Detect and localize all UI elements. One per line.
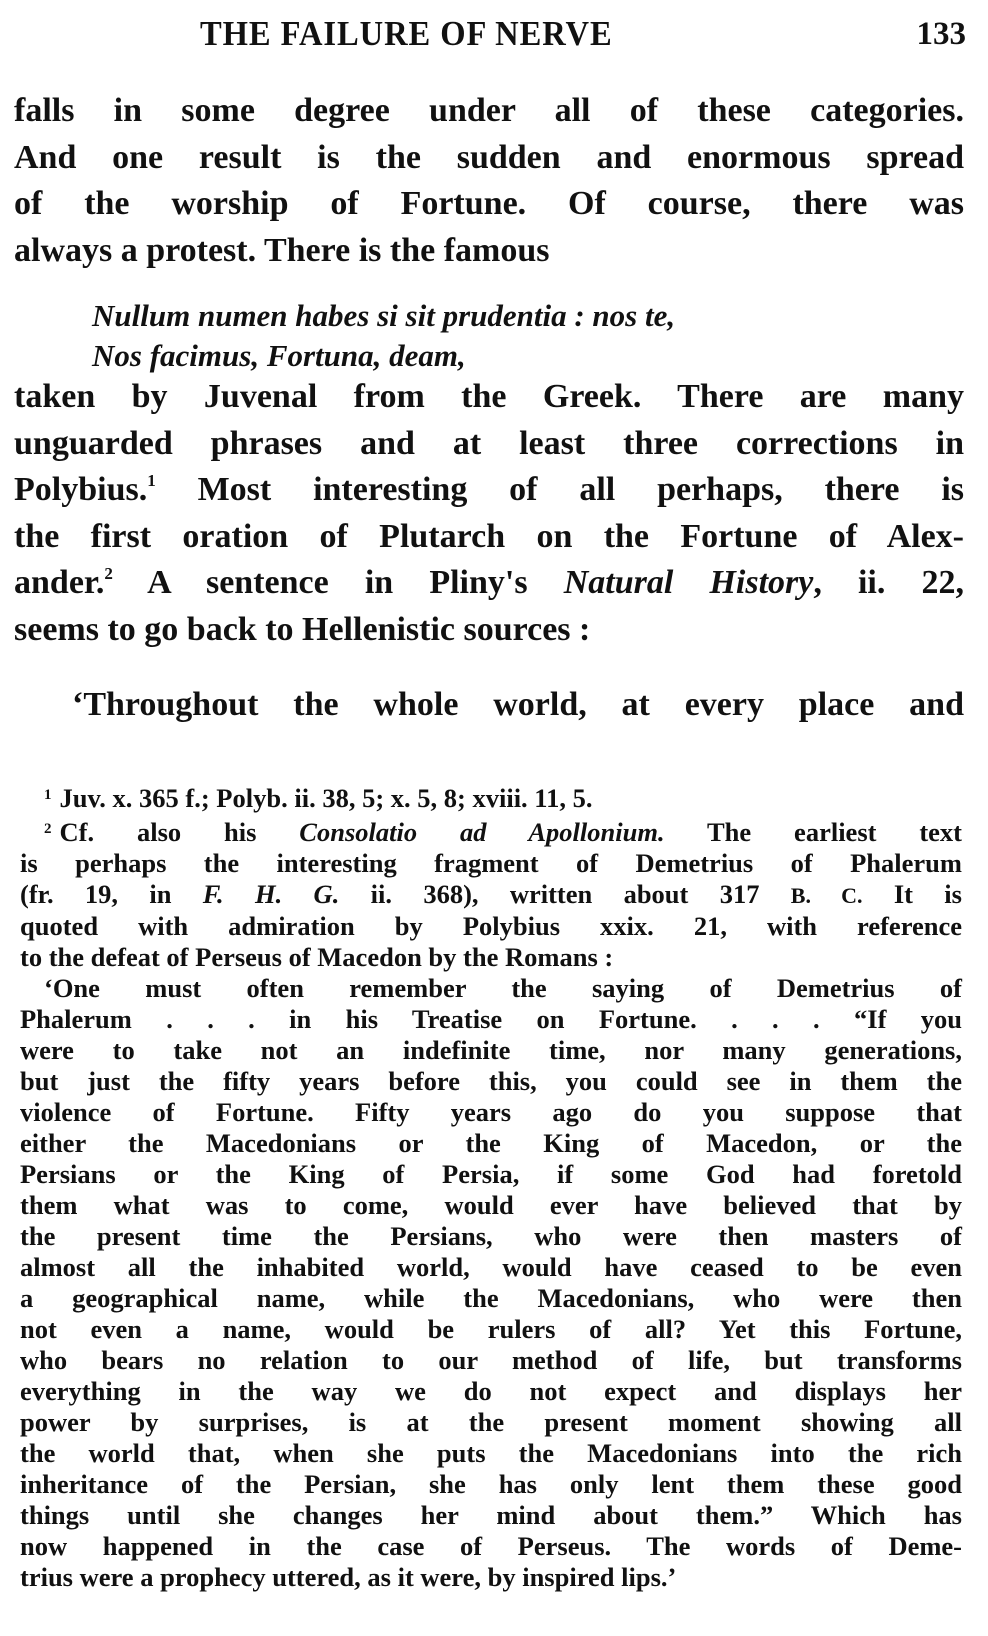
footnote-quote-line: who bears no relation to our method of life, but transforms xyxy=(20,1345,962,1375)
footnote-quote-line: them what was to come, would ever have believed that by xyxy=(20,1190,962,1220)
footnote-line xyxy=(20,879,962,911)
footnote-line: to the defeat of Perseus of Macedon by the Romans : xyxy=(20,942,614,972)
running-title: THE FAILURE OF NERVE xyxy=(200,14,613,53)
footnote-quote-line: not even a name, would be rulers of all? Yet this Fortune, xyxy=(20,1314,962,1344)
footnote-2 xyxy=(20,814,962,848)
footnotes xyxy=(20,780,962,1593)
footnote-quote-line: were to take not an indefinite time, nor many generations, xyxy=(20,1035,962,1065)
text-segment: Cf. also his xyxy=(59,817,300,847)
footnote-mark: 2 xyxy=(44,821,52,837)
footnote-line: quoted with admiration by Polybius xxix. 21, with reference xyxy=(20,911,962,941)
text-segment: (fr. 19, in xyxy=(20,879,203,909)
text-segment: Polybius. xyxy=(14,471,148,508)
text-line: unguarded phrases and at least three corrections in xyxy=(14,424,964,462)
footnote-quote-line: violence of Fortune. Fifty years ago do you suppose that xyxy=(20,1097,962,1127)
text-line xyxy=(14,560,964,607)
footnote-quote-line: Phalerum . . . in his Treatise on Fortune. . . . “If you xyxy=(20,1004,962,1034)
footnote-1 xyxy=(20,780,962,814)
text-segment: Most interesting of all perhaps, there is xyxy=(155,471,964,508)
footnote-quote-line: everything in the way we do not expect and displays her xyxy=(20,1376,962,1406)
text-line: of the worship of Fortune. Of course, there was xyxy=(14,185,964,222)
footnote-text: Juv. x. 365 f.; Polyb. ii. 38, 5; x. 5, 8; xviii. 11, 5. xyxy=(59,783,593,813)
text-line: ‘Throughout the whole world, at every place and xyxy=(72,686,964,723)
footnote-quote-line: trius were a prophecy uttered, as it were, by inspired lips.’ xyxy=(20,1562,677,1592)
era-abbreviation: B. C. xyxy=(790,883,863,908)
text-line: taken by Juvenal from the Greek. There are many xyxy=(14,378,964,415)
footnote-quote-line: Persians or the King of Persia, if some God had foretold xyxy=(20,1159,962,1189)
text-segment: , ii. 22, xyxy=(813,564,965,601)
work-title: Consolatio ad Apollonium. xyxy=(299,817,665,847)
footnote-quote-line: inheritance of the Persian, she has only lent them these good xyxy=(20,1469,962,1499)
text-line: falls in some degree under all of these categories. xyxy=(14,92,964,129)
page-number: 133 xyxy=(916,16,966,52)
work-title: F. H. G. xyxy=(202,879,340,909)
footnote-quote-line: power by surprises, is at the present moment showing all xyxy=(20,1407,962,1437)
verse-line: Nos facimus, Fortuna, deam, xyxy=(92,338,466,373)
footnote-quote-line: almost all the inhabited world, would have ceased to be even xyxy=(20,1252,962,1282)
text-line: the first oration of Plutarch on the Fortune of Alex- xyxy=(14,517,964,555)
block-quote-start xyxy=(72,682,964,729)
footnote-reference[interactable]: 1 xyxy=(147,471,156,490)
footnote-quote-line: the present time the Persians, who were then masters of xyxy=(20,1221,962,1251)
text-line: always a protest. There is the famous xyxy=(14,231,550,269)
text-line: And one result is the sudden and enormous spread xyxy=(14,138,964,176)
footnote-reference[interactable]: 2 xyxy=(104,564,113,583)
footnote-quote-line: but just the fifty years before this, you could see in them the xyxy=(20,1066,962,1096)
text-line xyxy=(14,467,964,514)
book-title: Natural History xyxy=(563,564,814,601)
verse-line: Nullum numen habes si sit prudentia : nos te, xyxy=(92,298,676,333)
footnote-quote-line: now happened in the case of Perseus. The words of Deme- xyxy=(20,1531,962,1561)
text-segment: ander. xyxy=(14,564,105,601)
text-segment: The earliest text xyxy=(664,817,962,847)
footnote-quote-line: the world that, when she puts the Macedonians into the rich xyxy=(20,1438,962,1468)
footnote-quote-line: either the Macedonians or the King of Macedon, or the xyxy=(20,1128,962,1158)
text-segment: It is xyxy=(862,879,962,909)
text-segment: ii. 368), written about 317 xyxy=(339,879,791,909)
footnote-mark: 1 xyxy=(44,787,52,803)
footnote-quote-line: a geographical name, while the Macedonians, who were then xyxy=(20,1283,962,1313)
paragraph-2 xyxy=(14,374,964,653)
footnote-quote-line: things until she changes her mind about them.” Which has xyxy=(20,1500,962,1530)
text-line: seems to go back to Hellenistic sources : xyxy=(14,610,591,648)
paragraph-1 xyxy=(14,88,964,274)
footnote-line: is perhaps the interesting fragment of Demetrius of Phalerum xyxy=(20,848,962,878)
text-segment: A sentence in Pliny's xyxy=(112,564,564,601)
verse-quotation xyxy=(92,296,675,376)
page-header xyxy=(0,14,988,64)
footnote-quote-line: ‘One must often remember the saying of Demetrius of xyxy=(44,973,962,1003)
